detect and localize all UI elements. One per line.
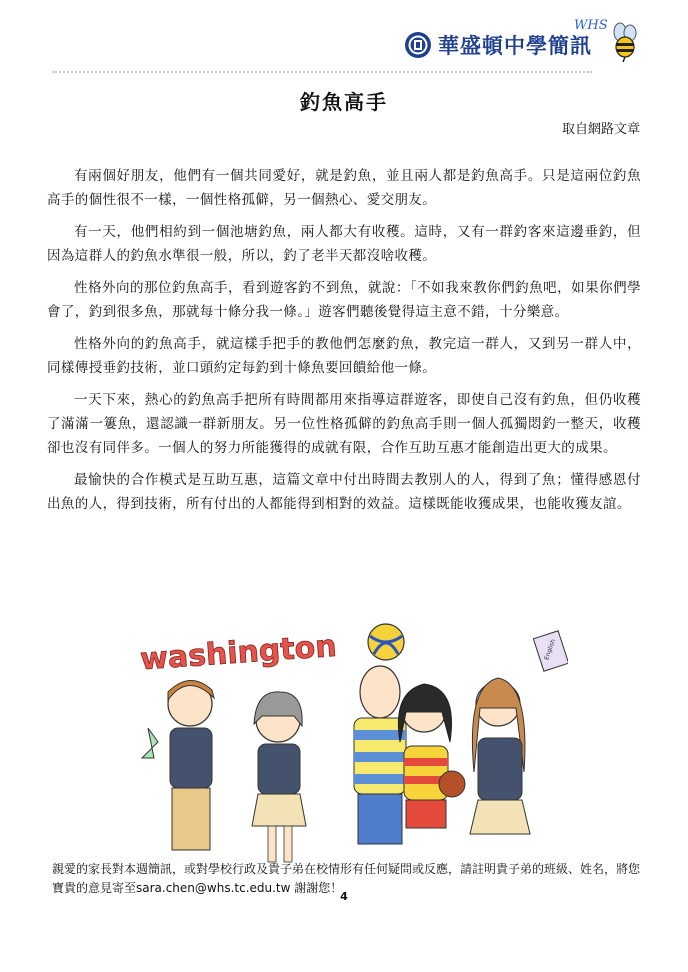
page-number: 4 (340, 890, 348, 903)
bee-icon (608, 22, 642, 62)
student-girl-basketball (398, 684, 465, 828)
article-title: 釣魚高手 (300, 90, 388, 114)
paragraph: 性格外向的釣魚高手，就這樣手把手的教他們怎麼釣魚，教完這一群人，又到另一群人中，同樣傳授垂釣技術，並口頭約定每釣到十條魚要回饋給他一條。 (47, 336, 641, 376)
header-divider (52, 71, 592, 73)
washington-logo-text: washington (139, 628, 338, 678)
paragraph: 有一天，他們相約到一個池塘釣魚，兩人都大有收穫。這時，又有一群釣客來這邊垂釣，但因為這群人的釣魚水準很一般，所以，釣了老半天都沒啥收穫。 (47, 224, 641, 264)
school-seal-icon (404, 31, 432, 59)
paragraph: 最愉快的合作模式是互助互惠，這篇文章中付出時間去教別人的人，得到了魚；懂得感恩付出魚的人，得到技術，所有付出的人都能得到相對的效益。這樣既能收獲成果，也能收獲友誼。 (47, 472, 641, 512)
footer-notice: 親愛的家長對本週簡訊，或對學校行政及貴子弟在校情形有任何疑問或反應，請註明貴子弟的班級、姓名，將您寶貴的意見寄至sara.chen@whs.tc.edu.tw 謝謝您！ (52, 862, 641, 895)
newsletter-title: 華盛頓中學簡訊 (438, 34, 592, 58)
english-book-label: English (543, 638, 558, 662)
newsletter-header (0, 0, 688, 80)
article-source: 取自網路文章 (561, 122, 640, 137)
paragraph: 有兩個好朋友，他們有一個共同愛好，就是釣魚，並且兩人都是釣魚高手。只是這兩位釣魚高手的個性很不一樣，一個性格孤僻，另一個熱心、愛交朋友。 (47, 168, 641, 208)
article-body (47, 164, 641, 524)
school-initials: WHS (574, 18, 608, 33)
student-girl-book (470, 631, 568, 834)
student-girl-salute (252, 692, 306, 862)
student-boy-volleyball (354, 624, 406, 844)
students-illustration (128, 612, 568, 870)
student-boy-flask (142, 680, 214, 850)
paragraph: 性格外向的那位釣魚高手，看到遊客釣不到魚，就說：「不如我來教你們釣魚吧，如果你們學會了，釣到很多魚，那就每十條分我一條。」遊客們聽後覺得這主意不錯，十分樂意。 (47, 280, 641, 320)
paragraph: 一天下來，熱心的釣魚高手把所有時間都用來指導這群遊客，即使自己沒有釣魚，但仍收穫了滿滿一簍魚，還認識一群新朋友。另一位性格孤僻的釣魚高手則一個人孤獨悶釣一整天，收穫卻也沒有同伴多。一個人的努力所能獲得的成就有限，合作互助互惠才能創造出更大的成果。 (47, 392, 641, 456)
